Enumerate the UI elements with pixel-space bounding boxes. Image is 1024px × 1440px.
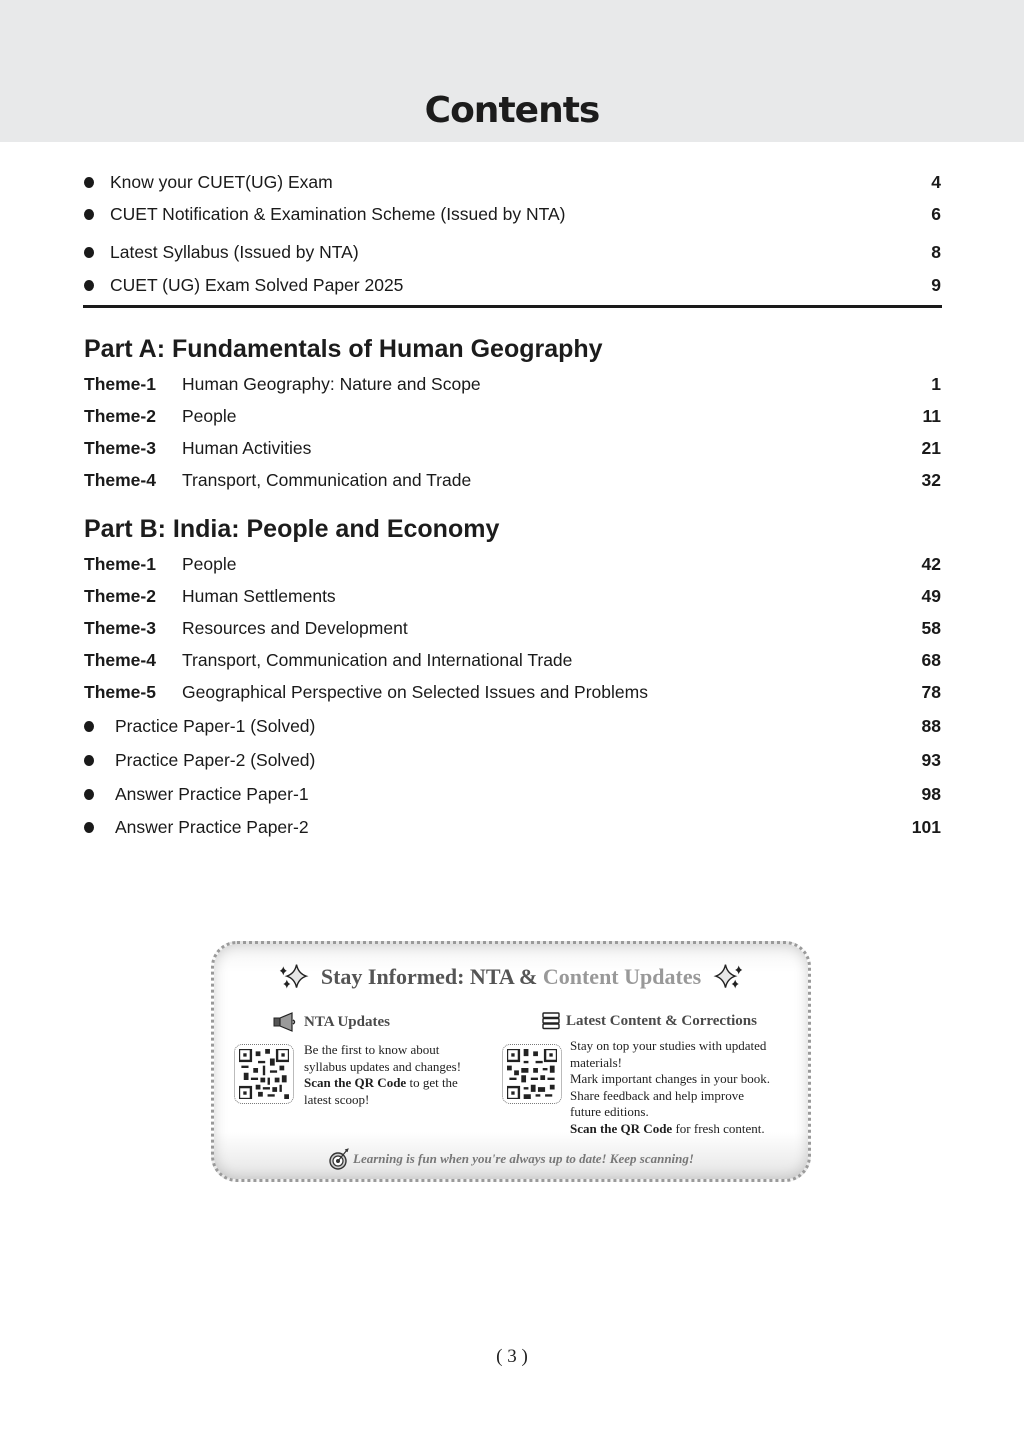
megaphone-icon [272, 1012, 298, 1032]
page-title: Contents [424, 90, 600, 131]
toc-item[interactable] [84, 746, 941, 774]
sparkle-icon [277, 962, 309, 992]
nta-updates-label: NTA Updates [304, 1013, 390, 1030]
bullet-icon [84, 280, 94, 291]
theme-page: 32 [921, 469, 941, 490]
box-title-row [214, 962, 808, 992]
box-title-light: Content Updates [542, 964, 702, 989]
toc-item-page: 9 [931, 274, 941, 295]
theme-row[interactable] [84, 550, 941, 578]
theme-row[interactable] [84, 434, 941, 462]
toc-item-page: 6 [931, 203, 941, 224]
theme-page: 78 [921, 681, 941, 702]
scan-qr-bold: Scan the QR Code [304, 1075, 407, 1090]
theme-row[interactable] [84, 370, 941, 398]
theme-number: Theme-1 [84, 373, 156, 394]
toc-item-label: CUET Notification & Examination Scheme (Issued by NTA) [110, 203, 566, 224]
bullet-icon [84, 822, 94, 833]
theme-number: Theme-4 [84, 649, 156, 670]
toc-item-label: Know your CUET(UG) Exam [110, 171, 333, 192]
toc-item[interactable] [84, 271, 941, 299]
qr-code-icon [239, 1049, 289, 1099]
text-line: future editions. [570, 1104, 649, 1119]
text-line: syllabus updates and changes! [304, 1058, 462, 1074]
toc-item[interactable] [84, 780, 941, 808]
theme-label: Human Activities [182, 437, 312, 458]
theme-number: Theme-4 [84, 469, 156, 490]
theme-number: Theme-5 [84, 681, 156, 702]
theme-number: Theme-3 [84, 617, 156, 638]
text-line-rest: to get the [406, 1075, 458, 1090]
toc-item[interactable] [84, 238, 941, 266]
part-a-title: Part A: Fundamentals of Human Geography [84, 335, 603, 363]
text-line [570, 1121, 802, 1138]
text-line-rest: for fresh content. [672, 1120, 765, 1136]
part-b-title: Part B: India: People and Economy [84, 515, 500, 543]
text-line: Be the first to know about [304, 1042, 440, 1057]
toc-item-page: 8 [931, 241, 941, 262]
qr-code-icon [507, 1049, 557, 1099]
theme-page: 42 [921, 553, 941, 574]
theme-number: Theme-2 [84, 405, 156, 426]
theme-number: Theme-3 [84, 437, 156, 458]
bullet-icon [84, 209, 94, 220]
box-footer [214, 1148, 808, 1170]
toc-item-label: Latest Syllabus (Issued by NTA) [110, 241, 359, 262]
text-line: Share feedback and help improve [570, 1087, 744, 1103]
sparkle-icon [713, 962, 745, 992]
box-footer-text: Learning is fun when you're always up to date! Keep scanning! [353, 1151, 694, 1166]
page-number: ( 3 ) [496, 1346, 528, 1367]
theme-label: People [182, 405, 237, 426]
text-line: Mark important changes in your book. [570, 1071, 771, 1086]
theme-row[interactable] [84, 466, 941, 494]
toc-item-page: 101 [911, 816, 941, 837]
theme-row[interactable] [84, 646, 941, 674]
toc-item[interactable] [84, 712, 941, 740]
theme-page: 58 [921, 617, 941, 638]
toc-item-label: Answer Practice Paper-1 [115, 783, 309, 804]
text-line [304, 1075, 484, 1092]
bullet-icon [84, 177, 94, 188]
theme-label: Resources and Development [182, 617, 408, 638]
bullet-icon [84, 755, 94, 766]
theme-label: Transport, Communication and International Trade [182, 649, 573, 670]
theme-row[interactable] [84, 678, 941, 706]
theme-page: 49 [921, 585, 941, 606]
updates-info-box [211, 941, 811, 1182]
toc-item-page: 98 [921, 783, 941, 804]
toc-item-label: Answer Practice Paper-2 [115, 816, 309, 837]
theme-page: 1 [931, 373, 941, 394]
theme-page: 11 [922, 405, 941, 426]
toc-item-label: Practice Paper-1 (Solved) [115, 715, 316, 736]
theme-page: 68 [921, 649, 941, 670]
latest-content-text [570, 1038, 802, 1137]
toc-item-page: 4 [931, 171, 941, 192]
theme-label: Human Geography: Nature and Scope [182, 373, 481, 394]
nta-updates-text [304, 1042, 484, 1108]
theme-number: Theme-1 [84, 553, 156, 574]
toc-item[interactable] [84, 168, 941, 196]
toc-item[interactable] [84, 200, 941, 228]
toc-item-page: 93 [921, 749, 941, 770]
theme-page: 21 [921, 437, 941, 458]
target-icon [328, 1148, 350, 1170]
box-title-dark: Stay Informed: NTA & [320, 964, 543, 989]
books-icon [542, 1012, 560, 1030]
theme-label: Transport, Communication and Trade [182, 469, 472, 490]
section-divider [83, 305, 942, 308]
text-line: materials! [570, 1054, 622, 1070]
nta-qr-code[interactable] [234, 1044, 294, 1104]
theme-label: Geographical Perspective on Selected Issues and Problems [182, 681, 648, 702]
box-title [321, 964, 701, 990]
toc-item-label: CUET (UG) Exam Solved Paper 2025 [110, 274, 404, 295]
theme-label: People [182, 553, 237, 574]
latest-content-heading [542, 1012, 757, 1030]
bullet-icon [84, 721, 94, 732]
bullet-icon [84, 789, 94, 800]
text-line: latest scoop! [304, 1091, 370, 1107]
toc-item[interactable] [84, 813, 941, 841]
latest-content-label: Latest Content & Corrections [566, 1012, 757, 1029]
bullet-icon [84, 247, 94, 258]
content-qr-code[interactable] [502, 1044, 562, 1104]
theme-row[interactable] [84, 582, 941, 610]
theme-row[interactable] [84, 402, 941, 430]
nta-updates-heading [272, 1012, 390, 1032]
theme-number: Theme-2 [84, 585, 156, 606]
toc-item-page: 88 [921, 715, 941, 736]
theme-label: Human Settlements [182, 585, 336, 606]
scan-qr-bold: Scan the QR Code [570, 1120, 673, 1136]
theme-row[interactable] [84, 614, 941, 642]
toc-item-label: Practice Paper-2 (Solved) [115, 749, 316, 770]
text-line: Stay on top your studies with updated [570, 1038, 767, 1053]
